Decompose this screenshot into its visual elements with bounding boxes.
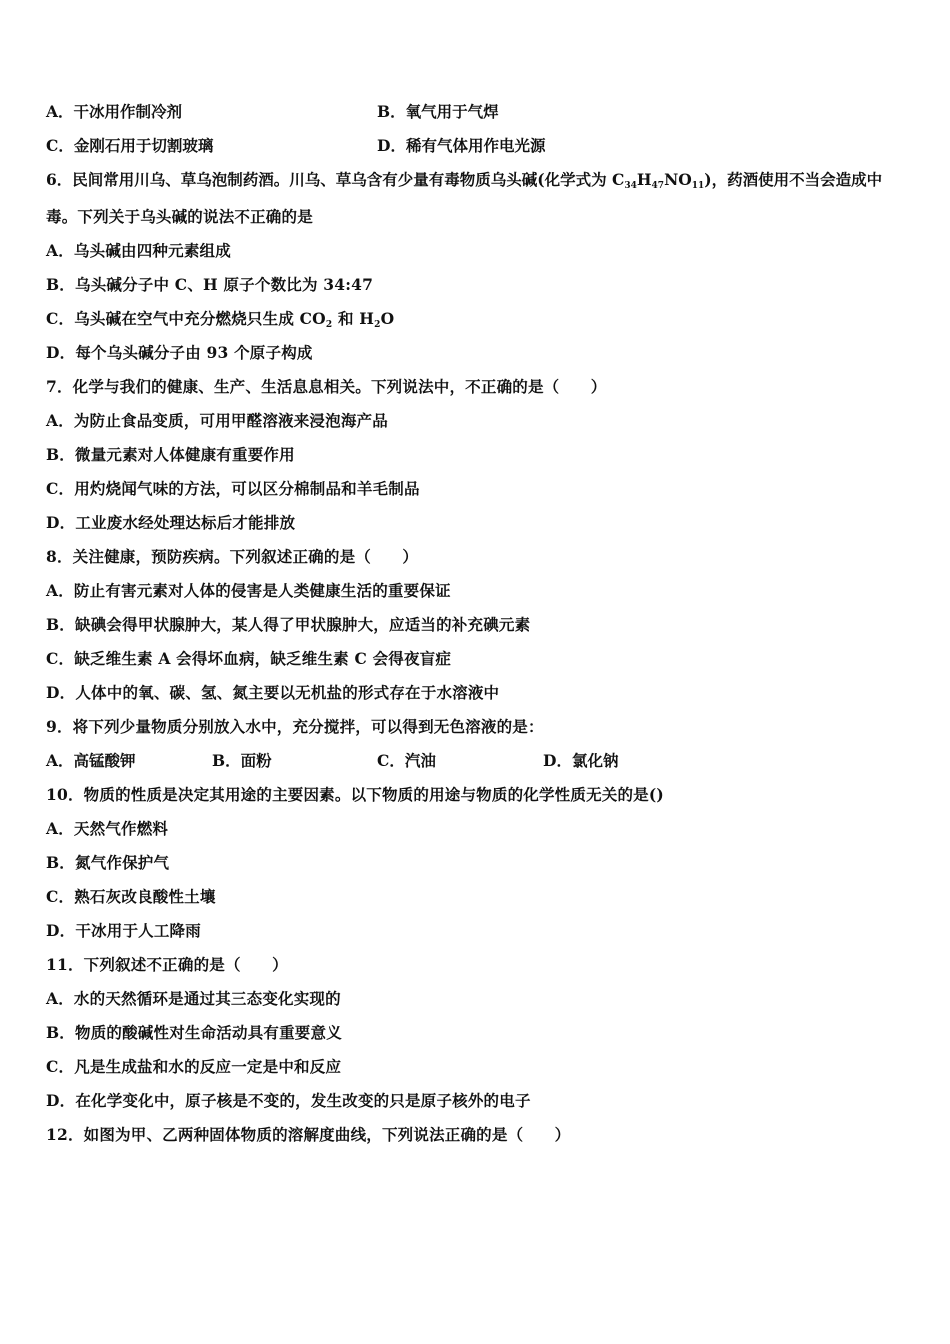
q7-option-a: A．为防止食品变质，可用甲醛溶液来浸泡海产品	[46, 411, 388, 430]
q9-stem: 9．将下列少量物质分别放入水中，充分搅拌，可以得到无色溶液的是：	[46, 717, 544, 736]
q9-option-b: B．面粉	[212, 751, 272, 770]
q9-option-d: D．氯化钠	[543, 751, 619, 770]
q7-option-c: C．用灼烧闻气味的方法，可以区分棉制品和羊毛制品	[46, 479, 420, 498]
q6-option-d: D．每个乌头碱分子由 93 个原子构成	[46, 343, 313, 362]
q6-stem-line1: 6．民间常用川乌、草乌泡制药酒。川乌、草乌含有少量有毒物质乌头碱(化学式为 $C_{34}H_{47}NO_{11}$)，药酒使用不当会造成中	[46, 170, 883, 191]
q6-stem-line2: 毒。下列关于乌头碱的说法不正确的是	[46, 207, 313, 226]
q10-stem: 10．物质的性质是决定其用途的主要因素。以下物质的用途与物质的化学性质无关的是()	[46, 785, 664, 804]
q5-option-d: D．稀有气体用作电光源	[377, 136, 546, 155]
q8-option-b: B．缺碘会得甲状腺肿大，某人得了甲状腺肿大，应适当的补充碘元素	[46, 615, 531, 634]
q10-option-c: C．熟石灰改良酸性土壤	[46, 887, 216, 906]
q11-option-c: C．凡是生成盐和水的反应一定是中和反应	[46, 1057, 342, 1076]
q11-option-a: A．水的天然循环是通过其三态变化实现的	[46, 989, 341, 1008]
q11-option-b: B．物质的酸碱性对生命活动具有重要意义	[46, 1023, 342, 1042]
q10-option-d: D．干冰用于人工降雨	[46, 921, 201, 940]
q9-option-a: A．高锰酸钾	[46, 751, 136, 770]
q6-option-c: C．乌头碱在空气中充分燃烧只生成 $CO_2$ 和 $H_2O$	[46, 309, 395, 330]
q6-option-a: A．乌头碱由四种元素组成	[46, 241, 231, 260]
q8-option-c: C．缺乏维生素 A 会得坏血病，缺乏维生素 C 会得夜盲症	[46, 649, 452, 668]
q10-option-a: A．天然气作燃料	[46, 819, 169, 838]
q8-option-a: A．防止有害元素对人体的侵害是人类健康生活的重要保证	[46, 581, 451, 600]
q6-option-b: B．乌头碱分子中 C、H 原子个数比为 34:47	[46, 275, 374, 294]
q5-option-b: B．氧气用于气焊	[377, 102, 499, 121]
q7-stem: 7．化学与我们的健康、生产、生活息息相关。下列说法中，不正确的是（ ）	[46, 377, 607, 396]
q5-option-c: C．金刚石用于切割玻璃	[46, 136, 214, 155]
q5-option-a: A．干冰用作制冷剂	[46, 102, 183, 121]
q7-option-d: D．工业废水经处理达标后才能排放	[46, 513, 296, 532]
q9-option-c: C．汽油	[377, 751, 436, 770]
q8-stem: 8．关注健康，预防疾病。下列叙述正确的是（ ）	[46, 547, 419, 566]
q7-option-b: B．微量元素对人体健康有重要作用	[46, 445, 295, 464]
q12-stem: 12．如图为甲、乙两种固体物质的溶解度曲线，下列说法正确的是（ ）	[46, 1125, 571, 1144]
q11-stem: 11．下列叙述不正确的是（ ）	[46, 955, 288, 974]
q10-option-b: B．氮气作保护气	[46, 853, 170, 872]
q11-option-d: D．在化学变化中，原子核是不变的，发生改变的只是原子核外的电子	[46, 1091, 531, 1110]
q8-option-d: D．人体中的氧、碳、氢、氮主要以无机盐的形式存在于水溶液中	[46, 683, 500, 702]
